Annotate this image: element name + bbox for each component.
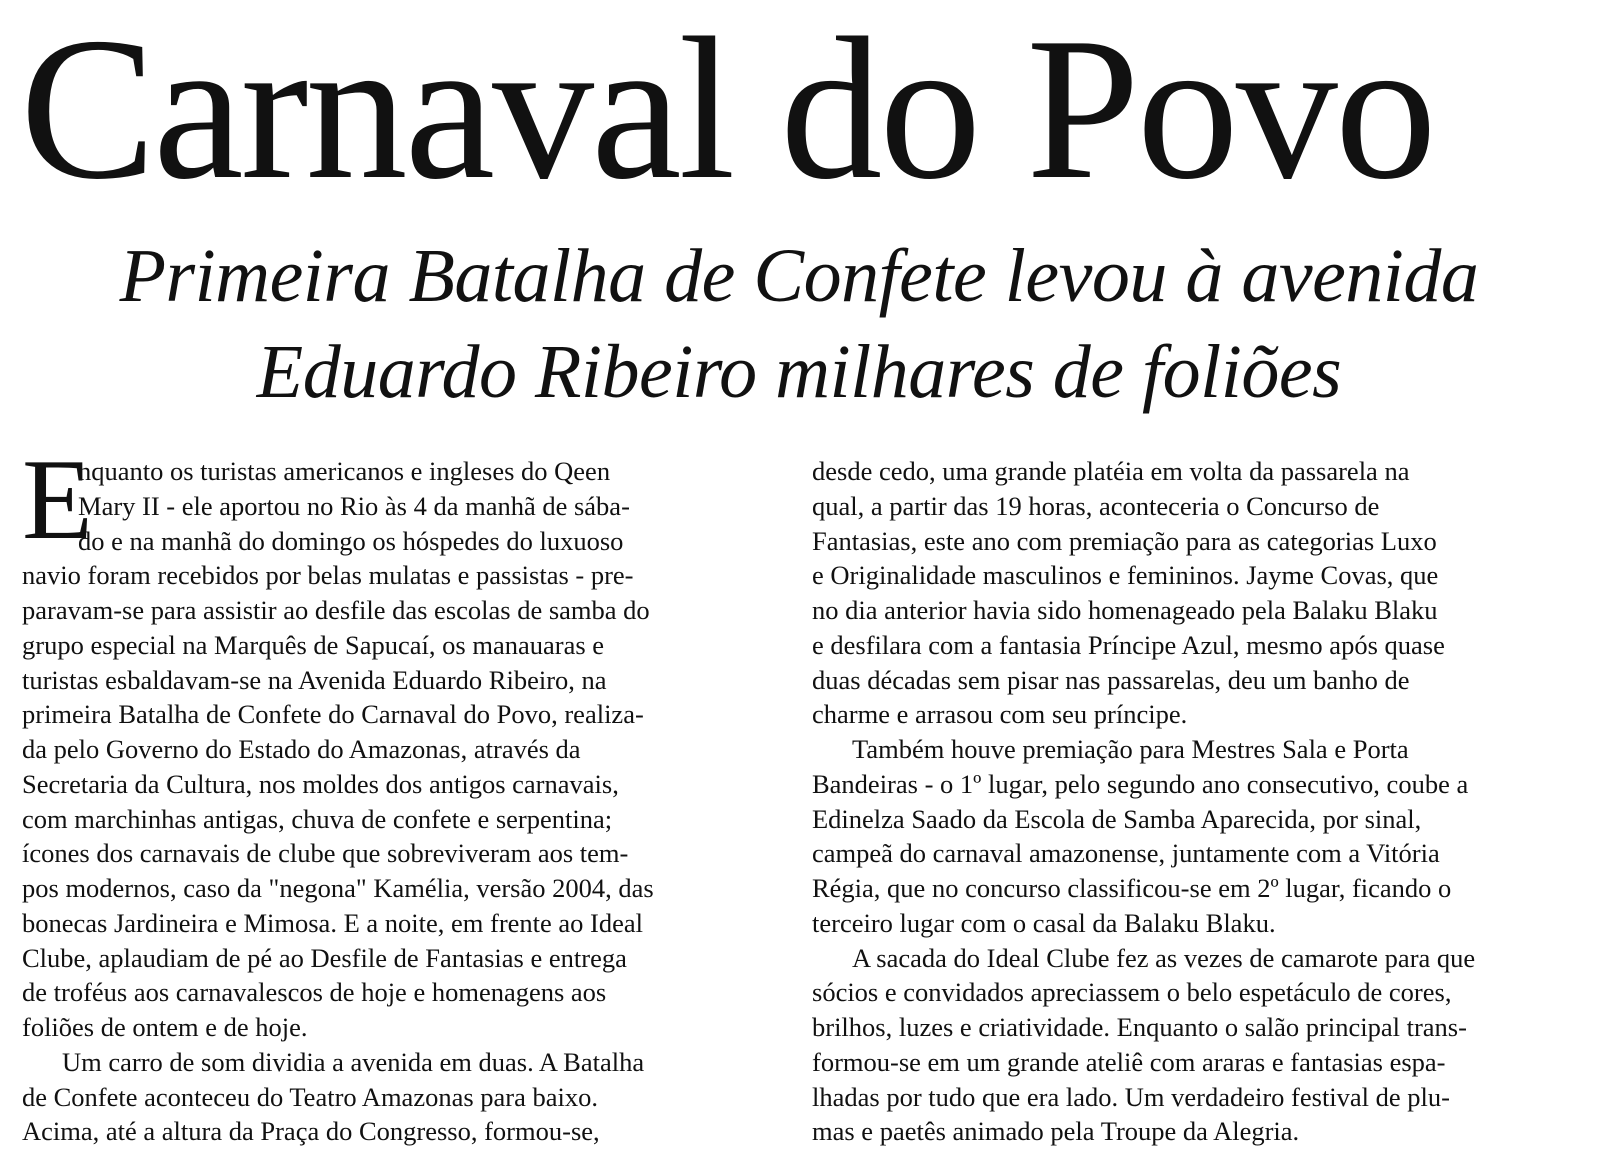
- text-line: Bandeiras - o 1º lugar, pelo segundo ano consecutivo, coube a: [812, 768, 1469, 799]
- text-line: e Originalidade masculinos e femininos. Jayme Covas, que: [812, 560, 1439, 591]
- text-line: Edinelza Saado da Escola de Samba Aparecida, por sinal,: [812, 803, 1422, 834]
- text-line: do e na manhã do domingo os hóspedes do luxuoso: [78, 525, 624, 556]
- headline: Carnaval do Povo: [20, 0, 1434, 222]
- text-line: desde cedo, uma grande platéia em volta da passarela na: [812, 456, 1410, 486]
- text-line: campeã do carnaval amazonense, juntamente com a Vitória: [812, 838, 1440, 869]
- subheadline-line-2: Eduardo Ribeiro milhares de foliões: [256, 330, 1342, 414]
- text-line: primeira Batalha de Confete do Carnaval do Povo, realiza-: [22, 699, 644, 730]
- text-line: Secretaria da Cultura, nos moldes dos antigos carnavais,: [22, 768, 619, 799]
- text-line: duas décadas sem pisar nas passarelas, deu um banho de: [812, 664, 1410, 695]
- text-line: da pelo Governo do Estado do Amazonas, através da: [22, 734, 581, 764]
- article-column-right: [812, 454, 1572, 1149]
- text-line: Fantasias, este ano com premiação para as categorias Luxo: [812, 525, 1437, 556]
- text-line: charme e arrasou com seu príncipe.: [812, 699, 1188, 730]
- article-column-left: [22, 436, 782, 1149]
- text-line: terceiro lugar com o casal da Balaku Blaku.: [812, 907, 1276, 938]
- text-line: nquanto os turistas americanos e ingleses do Qeen: [78, 456, 611, 486]
- text-line: paravam-se para assistir ao desfile das escolas de samba do: [22, 595, 650, 625]
- text-line: de troféus aos carnavalescos de hoje e homenagens aos: [22, 977, 607, 1008]
- text-line: bonecas Jardineira e Mimosa. E a noite, em frente ao Ideal: [22, 907, 644, 938]
- text-line: Um carro de som dividia a avenida em duas. A Batalha: [62, 1046, 645, 1077]
- text-line: pos modernos, caso da "negona" Kamélia, versão 2004, das: [22, 873, 654, 903]
- drop-cap: E: [22, 436, 93, 564]
- text-line: Clube, aplaudiam de pé ao Desfile de Fantasias e entrega: [22, 942, 627, 973]
- text-line: de Confete aconteceu do Teatro Amazonas para baixo.: [22, 1081, 598, 1112]
- text-line: Régia, que no concurso classificou-se em 2º lugar, ficando o: [812, 873, 1452, 903]
- text-line: grupo especial na Marquês de Sapucaí, os manauaras e: [22, 629, 605, 660]
- text-line: sócios e convidados apreciassem o belo espetáculo de cores,: [812, 977, 1452, 1008]
- text-line: turistas esbaldavam-se na Avenida Eduardo Ribeiro, na: [22, 664, 607, 695]
- text-line: e desfilara com a fantasia Príncipe Azul, mesmo após quase: [812, 629, 1445, 660]
- text-line: formou-se em um grande ateliê com araras e fantasias espa-: [812, 1046, 1446, 1077]
- text-line: brilhos, luzes e criatividade. Enquanto o salão principal trans-: [812, 1012, 1467, 1042]
- text-line: Acima, até a altura da Praça do Congresso, formou-se,: [22, 1116, 600, 1147]
- text-line: Também houve premiação para Mestres Sala e Porta: [852, 734, 1409, 764]
- text-line: no dia anterior havia sido homenageado pela Balaku Blaku: [812, 595, 1438, 625]
- text-line: A sacada do Ideal Clube fez as vezes de camarote para que: [852, 942, 1476, 973]
- text-line: navio foram recebidos por belas mulatas e passistas - pre-: [22, 560, 634, 591]
- text-line: mas e paetês animado pela Troupe da Alegria.: [812, 1116, 1300, 1147]
- text-line: com marchinhas antigas, chuva de confete e serpentina;: [22, 803, 613, 834]
- subheadline-line-1: Primeira Batalha de Confete levou à avenida: [119, 234, 1479, 318]
- subheadline: [0, 228, 1598, 420]
- text-line: qual, a partir das 19 horas, aconteceria o Concurso de: [812, 490, 1380, 521]
- text-line: ícones dos carnavais de clube que sobreviveram aos tem-: [22, 838, 629, 869]
- text-line: lhadas por tudo que era lado. Um verdadeiro festival de plu-: [812, 1081, 1450, 1112]
- text-line: Mary II - ele aportou no Rio às 4 da manhã de sába-: [78, 490, 630, 521]
- text-line: foliões de ontem e de hoje.: [22, 1012, 308, 1042]
